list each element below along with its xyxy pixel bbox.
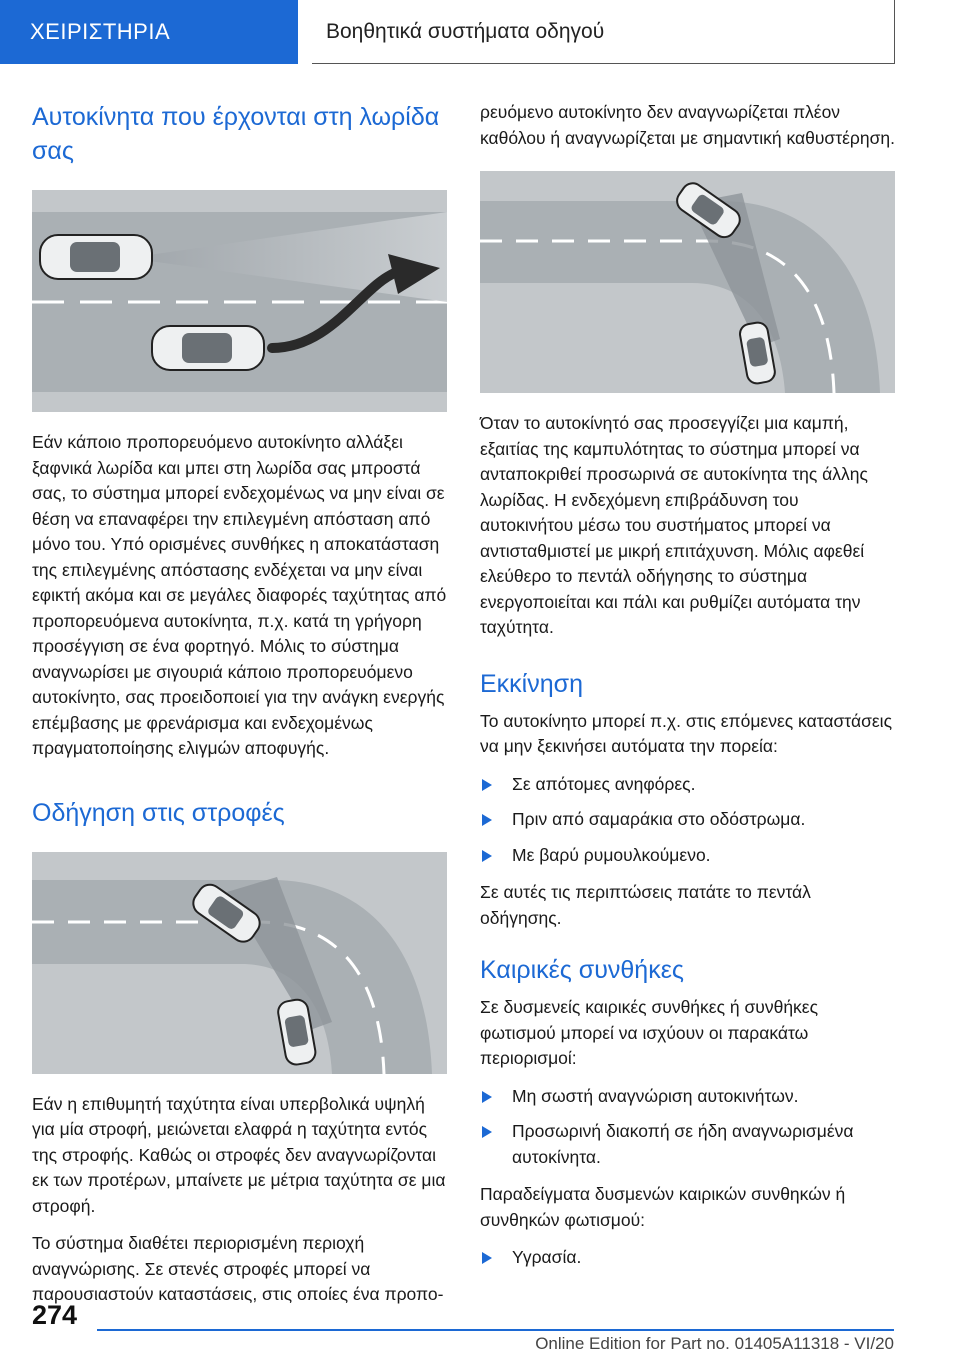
section-tab bbox=[0, 0, 298, 64]
paragraph: Σε αυτές τις περιπτώσεις πατάτε το πεντάλ οδήγησης. bbox=[480, 882, 811, 928]
paragraph: Εάν κάποιο προπορευόμενο αυτοκίνητο αλλάξει ξαφνικά λωρίδα και μπει στη λωρίδα σας μπροστά σας, το σύστημα μπορεί ενδεχομένως να μην είναι σε θέση να επαναφέρει την επιλεγμένη απόσταση από μόνο του. Υπό ορισμένες συνθήκες η αποκατάσταση της επιλεγμένης απόστασης ενδέχεται να μην είναι εφικτή ακόμα και σε μεγάλες διαφορές ταχύτητας από προπορευόμενα αυτοκίνητα, π.χ. κατά τη γρήγορη προσέγγιση σε ένα φορτηγό. Μόλις το σύστημα αναγνωρίσει με σιγουριά κάποιο προπορευόμενο αυτοκίνητο, σας προειδοποιεί για την ανάγκη ενεργής επέμβασης με φρενάρισμα και ενδεχομένως πραγματοποίησης ελιγμών αποφυγής. bbox=[32, 432, 447, 758]
bullet-triangle-icon bbox=[482, 1252, 492, 1264]
paragraph: Σε δυσμενείς καιρικές συνθήκες ή συνθήκες φωτισμού μπορεί να ισχύουν οι παρακάτω περιορισμοί: bbox=[480, 997, 819, 1068]
bullet-triangle-icon bbox=[482, 1126, 492, 1138]
bullet-triangle-icon bbox=[482, 1091, 492, 1103]
paragraph: ρευόμενο αυτοκίνητο δεν αναγνωρίζεται πλέον καθόλου ή αναγνωρίζεται με σημαντική καθυστέρηση. bbox=[480, 102, 896, 148]
paragraph: Εάν η επιθυμητή ταχύτητα είναι υπερβολικά υψηλή για μία στροφή, μειώνεται ελαφρά η ταχύτητα εντός της στροφής. Καθώς οι στροφές δεν αναγνωρίζονται εκ των προτέρων, μπαίνετε με μέτρια ταχύτητα σε μια στροφή. bbox=[32, 1093, 446, 1216]
list-item: Πριν από σαμαράκια στο οδόστρωμα. bbox=[480, 807, 895, 833]
left-column bbox=[32, 100, 447, 1320]
car-icon bbox=[40, 235, 152, 279]
list-item: Μη σωστή αναγνώριση αυτοκινήτων. bbox=[480, 1084, 895, 1110]
footer-divider bbox=[97, 1329, 894, 1331]
list-item: Υγρασία. bbox=[480, 1245, 895, 1271]
heading-cornering: Οδήγηση στις στροφές bbox=[32, 798, 285, 827]
chapter-header bbox=[312, 0, 895, 64]
right-column bbox=[480, 100, 895, 1283]
illustration-lane-change bbox=[32, 190, 447, 412]
chapter-title: Βοηθητικά συστήματα οδηγού bbox=[326, 19, 605, 43]
bullet-triangle-icon bbox=[482, 850, 492, 862]
illustration-cornering bbox=[32, 852, 447, 1074]
list-item: Προσωρινή διακοπή σε ήδη αναγνωρισμένα αυτοκίνητα. bbox=[480, 1119, 895, 1170]
heading-oncoming-lane: Αυτοκίνητα που έρχονται στη λωρίδα σας bbox=[32, 103, 440, 165]
page-number: 274 bbox=[32, 1300, 78, 1330]
heading-weather: Καιρικές συνθήκες bbox=[480, 956, 684, 984]
paragraph: Παραδείγματα δυσμενών καιρικών συνθηκών ή συνθηκών φωτισμού: bbox=[480, 1184, 846, 1230]
heading-startup: Εκκίνηση bbox=[480, 669, 583, 698]
illustration-curve-adjacent-lane bbox=[480, 171, 895, 393]
list-item: Σε απότομες ανηφόρες. bbox=[480, 772, 895, 798]
paragraph: Το αυτοκίνητο μπορεί π.χ. στις επόμενες καταστάσεις να μην ξεκινήσει αυτόματα την πορεία: bbox=[480, 710, 893, 756]
list-weather-limitations bbox=[480, 1084, 895, 1171]
list-item: Με βαρύ ρυμουλκούμενο. bbox=[480, 843, 895, 869]
car-icon bbox=[152, 326, 264, 370]
bullet-triangle-icon bbox=[482, 814, 492, 826]
paragraph: Όταν το αυτοκίνητό σας προσεγγίζει μια καμπή, εξαιτίας της καμπυλότητας το σύστημα μπορεί να ανταποκριθεί προσωρινά σε αυτοκίνητα της άλλης λωρίδας. Η ενδεχόμενη επιβράδυνση του αυτοκινήτου μέσω του συστήματος μπορεί να αντισταθμιστεί με μικρή επιτάχυνση. Μόλις αφεθεί ελεύθερο το πεντάλ οδήγησης το σύστημα ενεργοποιείται και πάλι και ρυθμίζει αυτόματα την ταχύτητα. bbox=[480, 413, 868, 637]
section-title: ΧΕΙΡΙΣΤΗΡΙΑ bbox=[30, 19, 171, 44]
list-weather-examples bbox=[480, 1245, 895, 1271]
edition-note: Online Edition for Part no. 01405A11318 - VI/20 bbox=[535, 1334, 894, 1353]
bullet-triangle-icon bbox=[482, 779, 492, 791]
list-startup-conditions bbox=[480, 772, 895, 869]
paragraph: Το σύστημα διαθέτει περιορισμένη περιοχή αναγνώρισης. Σε στενές στροφές μπορεί να παρουσιαστούν καταστάσεις, στις οποίες ένα προπο- bbox=[32, 1233, 444, 1304]
